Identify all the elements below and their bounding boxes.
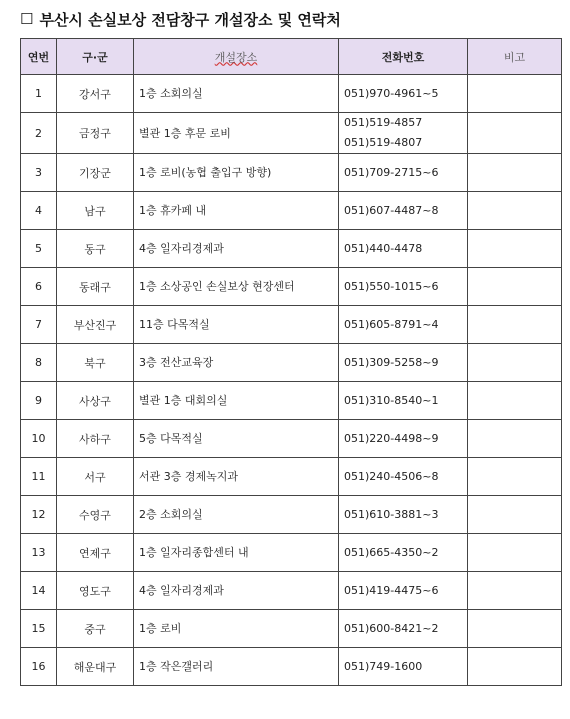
row-location: 3층 전산교육장 (134, 344, 339, 382)
row-phone (339, 268, 468, 306)
row-district: 동구 (57, 230, 134, 268)
row-location: 1층 로비(농협 출입구 방향) (134, 154, 339, 192)
row-location: 5층 다목적실 (134, 420, 339, 458)
header-note: 비고 (468, 39, 562, 75)
row-note (468, 496, 562, 534)
row-location: 1층 소회의실 (134, 75, 339, 113)
row-phone (339, 230, 468, 268)
row-phone (339, 75, 468, 113)
row-location: 1층 일자리종합센터 내 (134, 534, 339, 572)
row-phone-number: 051)749-1600 (344, 659, 423, 673)
row-number: 13 (21, 534, 57, 572)
row-number: 14 (21, 572, 57, 610)
table-row (21, 382, 562, 420)
table-row (21, 496, 562, 534)
header-no: 연번 (21, 39, 57, 75)
row-district: 해운대구 (57, 648, 134, 686)
row-phone (339, 572, 468, 610)
row-phone-number: 051)309-5258~9 (344, 355, 439, 369)
row-note (468, 192, 562, 230)
row-district: 서구 (57, 458, 134, 496)
row-note (468, 344, 562, 382)
row-district: 부산진구 (57, 306, 134, 344)
row-district: 중구 (57, 610, 134, 648)
header-phone: 전화번호 (339, 39, 468, 75)
row-note (468, 268, 562, 306)
row-district: 금정구 (57, 113, 134, 154)
row-phone (339, 458, 468, 496)
row-phone (339, 534, 468, 572)
row-district: 영도구 (57, 572, 134, 610)
header-district: 구·군 (57, 39, 134, 75)
row-note (468, 75, 562, 113)
row-phone (339, 344, 468, 382)
table-header-row (21, 39, 562, 75)
row-note (468, 230, 562, 268)
header-location-text: 개설장소 (214, 50, 258, 64)
row-district: 남구 (57, 192, 134, 230)
row-note (468, 610, 562, 648)
row-note (468, 648, 562, 686)
table-row (21, 230, 562, 268)
table-row (21, 154, 562, 192)
table-row (21, 113, 562, 154)
document-title-text: 부산시 손실보상 전담창구 개설장소 및 연락처 (39, 10, 341, 29)
table-row (21, 534, 562, 572)
row-phone-number: 051)220-4498~9 (344, 431, 439, 445)
row-number: 8 (21, 344, 57, 382)
row-location: 별관 1층 대회의실 (134, 382, 339, 420)
row-phone (339, 496, 468, 534)
row-number: 1 (21, 75, 57, 113)
row-phone (339, 610, 468, 648)
row-phone-number: 051)419-4475~6 (344, 583, 439, 597)
document-title (20, 7, 341, 31)
row-phone (339, 192, 468, 230)
table-row (21, 192, 562, 230)
row-number: 9 (21, 382, 57, 420)
row-number: 12 (21, 496, 57, 534)
table-row (21, 458, 562, 496)
table-row (21, 344, 562, 382)
row-location: 2층 소회의실 (134, 496, 339, 534)
header-location (134, 39, 339, 75)
row-number: 11 (21, 458, 57, 496)
row-note (468, 306, 562, 344)
row-district: 기장군 (57, 154, 134, 192)
row-location: 1층 소상공인 손실보상 현장센터 (134, 268, 339, 306)
table-row (21, 420, 562, 458)
row-number: 15 (21, 610, 57, 648)
row-note (468, 154, 562, 192)
table-row (21, 610, 562, 648)
row-number: 5 (21, 230, 57, 268)
row-note (468, 534, 562, 572)
row-number: 10 (21, 420, 57, 458)
row-location: 1층 작은갤러리 (134, 648, 339, 686)
row-location: 4층 일자리경제과 (134, 230, 339, 268)
row-phone (339, 420, 468, 458)
row-phone (339, 648, 468, 686)
row-phone-number: 051)600-8421~2 (344, 621, 439, 635)
row-location: 11층 다목적실 (134, 306, 339, 344)
row-district: 연제구 (57, 534, 134, 572)
contact-table (20, 38, 562, 686)
row-note (468, 420, 562, 458)
row-phone-number-secondary: 051)519-4807 (344, 136, 423, 149)
table-row (21, 306, 562, 344)
row-district: 사하구 (57, 420, 134, 458)
row-phone-number: 051)607-4487~8 (344, 203, 439, 217)
row-location: 서관 3층 경제녹지과 (134, 458, 339, 496)
row-note (468, 382, 562, 420)
row-phone-number: 051)665-4350~2 (344, 545, 439, 559)
row-phone-number: 051)519-4857 (344, 116, 423, 129)
row-number: 16 (21, 648, 57, 686)
row-note (468, 113, 562, 154)
row-number: 2 (21, 113, 57, 154)
row-location: 1층 로비 (134, 610, 339, 648)
row-phone-number: 051)709-2715~6 (344, 165, 439, 179)
row-district: 수영구 (57, 496, 134, 534)
row-note (468, 572, 562, 610)
row-phone-number: 051)605-8791~4 (344, 317, 439, 331)
row-number: 7 (21, 306, 57, 344)
table-row (21, 648, 562, 686)
row-district: 강서구 (57, 75, 134, 113)
row-phone (339, 306, 468, 344)
row-phone-number: 051)970-4961~5 (344, 86, 439, 100)
row-phone (339, 113, 468, 154)
checkbox-bullet-icon: ☐ (20, 10, 34, 28)
row-phone-number: 051)610-3881~3 (344, 507, 439, 521)
row-note (468, 458, 562, 496)
row-phone-number: 051)550-1015~6 (344, 279, 439, 293)
table-row (21, 75, 562, 113)
row-phone (339, 154, 468, 192)
table-row (21, 268, 562, 306)
row-phone-number: 051)310-8540~1 (344, 393, 439, 407)
row-district: 북구 (57, 344, 134, 382)
row-location: 별관 1층 후문 로비 (134, 113, 339, 154)
row-phone-number: 051)440-4478 (344, 241, 423, 255)
row-district: 동래구 (57, 268, 134, 306)
row-phone (339, 382, 468, 420)
row-district: 사상구 (57, 382, 134, 420)
row-location: 4층 일자리경제과 (134, 572, 339, 610)
row-number: 6 (21, 268, 57, 306)
row-location: 1층 휴카페 내 (134, 192, 339, 230)
row-number: 4 (21, 192, 57, 230)
row-number: 3 (21, 154, 57, 192)
table-row (21, 572, 562, 610)
row-phone-number: 051)240-4506~8 (344, 469, 439, 483)
